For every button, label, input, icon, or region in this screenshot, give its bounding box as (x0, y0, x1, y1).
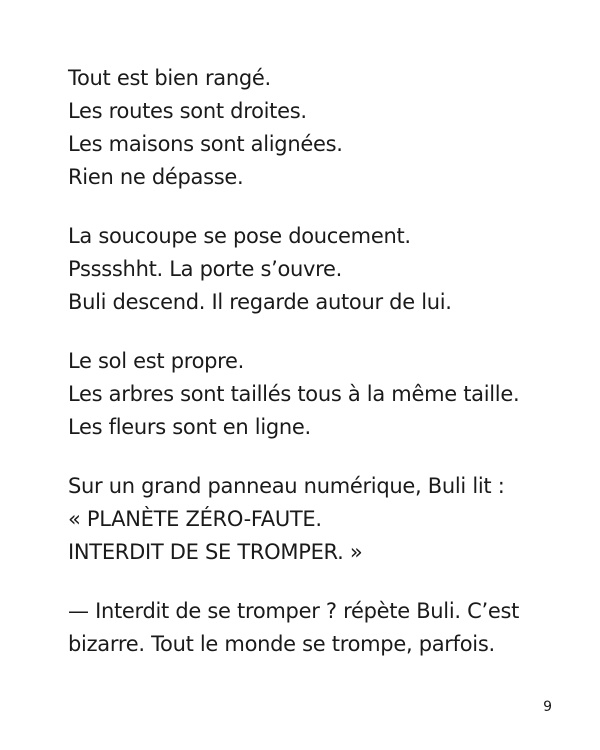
text-line: Les fleurs sont en ligne. (68, 415, 311, 439)
page-number: 9 (543, 699, 552, 715)
text-line: — Interdit de se tromper ? répète Buli. C’est (68, 599, 520, 623)
paragraph-1 (68, 62, 568, 194)
story-text (68, 62, 568, 687)
paragraph-2 (68, 220, 568, 319)
text-line: bizarre. Tout le monde se trompe, parfois. (68, 632, 495, 656)
paragraph-5 (68, 595, 568, 661)
text-line: Les arbres sont taillés tous à la même taille. (68, 382, 520, 406)
paragraph-3 (68, 345, 568, 444)
text-line: « PLANÈTE ZÉRO-FAUTE. (68, 507, 322, 531)
text-line: INTERDIT DE SE TROMPER. » (68, 540, 363, 564)
text-line: Sur un grand panneau numérique, Buli lit : (68, 474, 505, 498)
text-line: Les routes sont droites. (68, 99, 307, 123)
text-line: La soucoupe se pose doucement. (68, 224, 411, 248)
paragraph-4 (68, 470, 568, 569)
text-line: Le sol est propre. (68, 349, 245, 373)
text-line: Les maisons sont alignées. (68, 132, 343, 156)
text-line: Rien ne dépasse. (68, 165, 244, 189)
text-line: Psssshht. La porte s’ouvre. (68, 257, 343, 281)
text-line: Tout est bien rangé. (68, 66, 271, 90)
text-line: Buli descend. Il regarde autour de lui. (68, 290, 452, 314)
